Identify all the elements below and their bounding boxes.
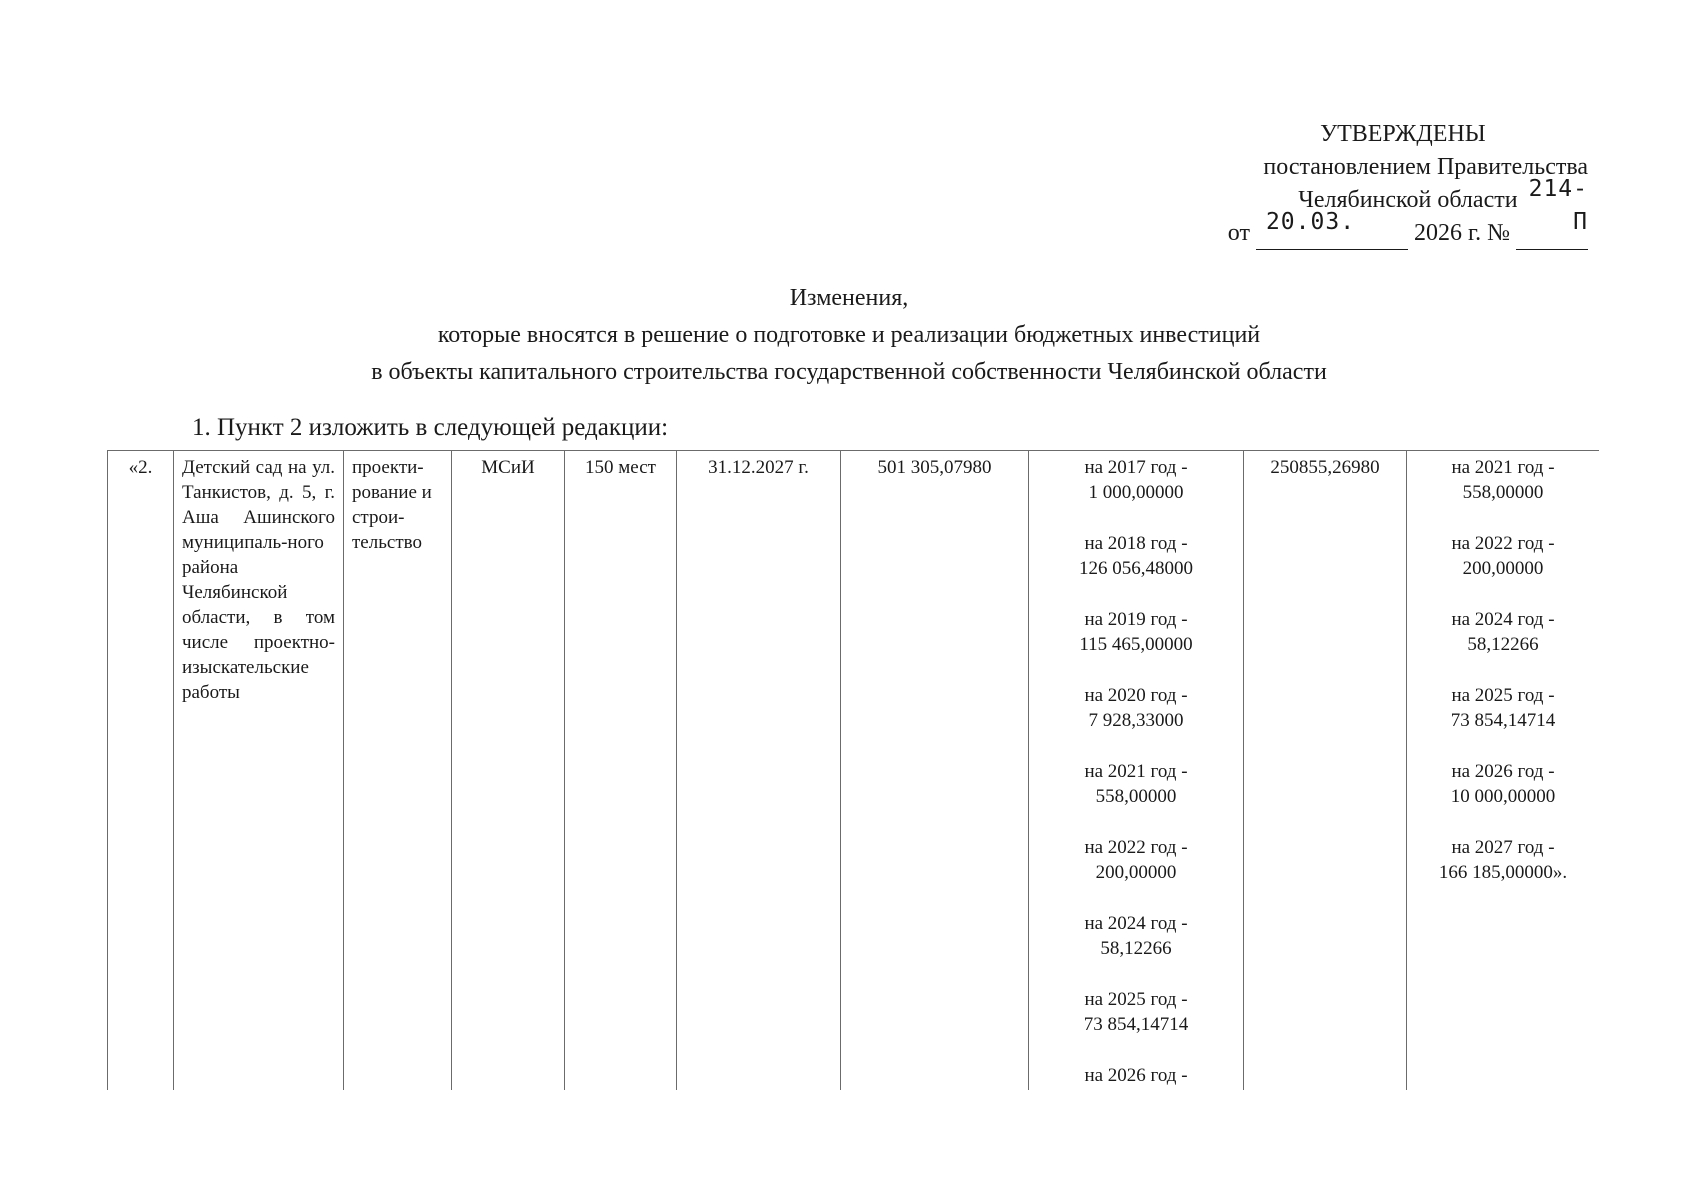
year-label: на 2025 год - xyxy=(1451,685,1555,706)
cell-item-number: «2. xyxy=(108,451,174,1091)
date-prefix: от xyxy=(1227,220,1250,246)
approval-heading: УТВЕРЖДЕНЫ xyxy=(1320,121,1486,147)
title-line-3: в объекты капитального строительства государственной собственности Челябинской области xyxy=(371,359,1327,385)
year-value: 73 854,14714 xyxy=(1450,710,1556,731)
investment-table-wrapper xyxy=(107,450,1599,1090)
year-entry xyxy=(1415,607,1591,657)
cell-regional-investments-by-year xyxy=(1407,451,1600,1091)
cell-customer: МСиИ xyxy=(452,451,565,1091)
cell-total-investments-by-year xyxy=(1029,451,1244,1091)
year-value: 58,12266 xyxy=(1467,634,1539,655)
year-entry xyxy=(1037,911,1235,961)
year-value: 200,00000 xyxy=(1095,862,1177,883)
year-label: на 2019 год - xyxy=(1084,609,1188,630)
year-label: на 2026 год - xyxy=(1084,1065,1188,1086)
year-label: на 2021 год - xyxy=(1084,761,1188,782)
cell-capacity: 150 мест xyxy=(565,451,677,1091)
year-entry xyxy=(1415,531,1591,581)
year-entry xyxy=(1037,455,1235,505)
cell-object-name: Детский сад на ул. Танкистов, д. 5, г. Аша Ашинского муниципаль-ного района Челябинской области, в том числе проектно-изыскательские работы xyxy=(174,451,344,1091)
year-label: на 2027 год - xyxy=(1451,837,1555,858)
year-value: 558,00000 xyxy=(1462,482,1544,503)
year-value: 166 185,00000». xyxy=(1438,862,1568,883)
handwritten-number: 214-П xyxy=(1528,176,1588,235)
year-label: на 2021 год - xyxy=(1451,457,1555,478)
year-entry xyxy=(1415,835,1591,885)
year-entry xyxy=(1037,531,1235,581)
year-value: 73 854,14714 xyxy=(1083,1014,1189,1035)
year-label: на 2017 год - xyxy=(1084,457,1188,478)
year-entry xyxy=(1415,759,1591,809)
cell-work-type: проекти-рование и строи-тельство xyxy=(344,451,452,1091)
year-value: 200,00000 xyxy=(1462,558,1544,579)
year-value: 58,12266 xyxy=(1100,938,1172,959)
date-blank xyxy=(1256,209,1408,250)
year-label: на 2026 год - xyxy=(1451,761,1555,782)
year-label: на 2024 год - xyxy=(1084,913,1188,934)
year-entry xyxy=(1037,759,1235,809)
year-entry xyxy=(1037,987,1235,1037)
document-title xyxy=(0,280,1698,391)
year-entry xyxy=(1037,607,1235,657)
year-entry xyxy=(1037,1063,1235,1088)
year-value: 115 465,00000 xyxy=(1079,634,1193,655)
cell-deadline: 31.12.2027 г. xyxy=(677,451,841,1091)
year-entry xyxy=(1037,835,1235,885)
year-label: на 2025 год - xyxy=(1084,989,1188,1010)
year-label: на 2020 год - xyxy=(1084,685,1188,706)
year-label: на 2022 год - xyxy=(1084,837,1188,858)
year-entry xyxy=(1415,455,1591,505)
year-label: на 2022 год - xyxy=(1451,533,1555,554)
title-line-1: Изменения, xyxy=(789,285,909,311)
investment-table xyxy=(107,450,1599,1090)
title-line-2: которые вносятся в решение о подготовке и реализации бюджетных инвестиций xyxy=(437,322,1261,348)
handwritten-date: 20.03. xyxy=(1265,209,1356,235)
year-value: 126 056,48000 xyxy=(1079,558,1193,579)
year-entry xyxy=(1037,683,1235,733)
amendment-paragraph: 1. Пункт 2 изложить в следующей редакции: xyxy=(192,414,669,441)
year-value: 10 000,00000 xyxy=(1450,786,1556,807)
year-label: на 2024 год - xyxy=(1451,609,1555,630)
year-entry xyxy=(1415,683,1591,733)
table-row xyxy=(108,451,1600,1091)
approval-region: Челябинской области xyxy=(1298,187,1518,213)
year-value: 1 000,00000 xyxy=(1088,482,1184,503)
cell-estimated-cost: 501 305,07980 xyxy=(841,451,1029,1091)
year-value: 7 928,33000 xyxy=(1088,710,1184,731)
year-value: 558,00000 xyxy=(1095,786,1177,807)
year-and-number-label: 2026 г. № xyxy=(1413,220,1510,246)
year-label: на 2018 год - xyxy=(1084,533,1188,554)
approval-stamp xyxy=(1228,118,1588,250)
number-blank xyxy=(1516,176,1588,250)
cell-regional-cost: 250855,26980 xyxy=(1244,451,1407,1091)
approval-authority: постановлением Правительства xyxy=(1263,154,1588,180)
